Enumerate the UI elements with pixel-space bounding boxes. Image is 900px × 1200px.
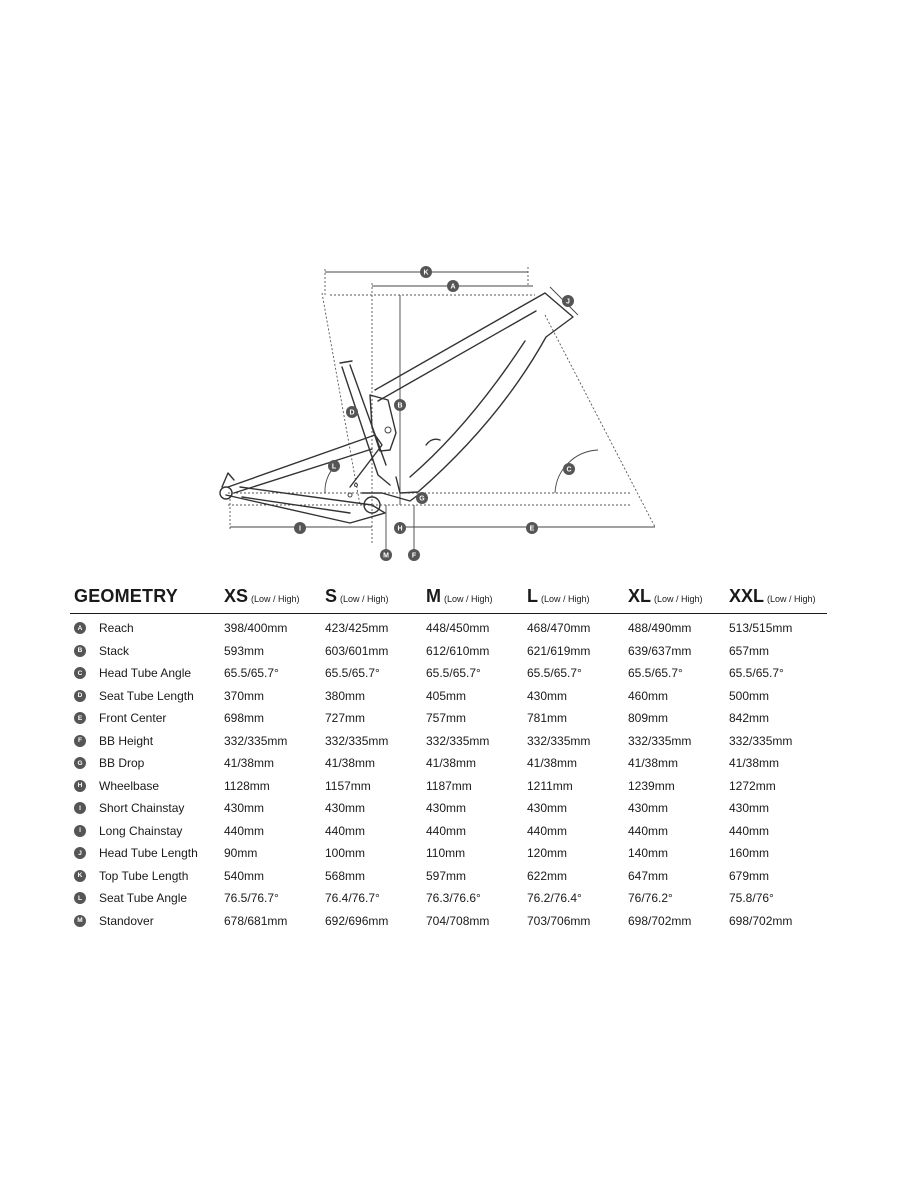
value-cell: 1239mm [628, 778, 675, 793]
parameter-cell [70, 614, 224, 640]
value-cell: 100mm [325, 846, 366, 861]
svg-text:L: L [331, 463, 337, 471]
value-cell: 430mm [527, 688, 568, 703]
value-cell: 41/38mm [729, 756, 780, 771]
parameter-label: BB Height [99, 733, 154, 748]
parameter-label: Short Chainstay [99, 801, 185, 816]
value-cell: 65.5/65.7° [325, 666, 380, 681]
value-cell: 430mm [729, 801, 770, 816]
value-cell: 678/681mm [224, 913, 288, 928]
value-cell: 65.5/65.7° [224, 666, 279, 681]
size-header-xs: XS (Low / High) [224, 586, 325, 614]
table-row [70, 752, 827, 775]
front-triangle [375, 293, 573, 493]
value-cell: 41/38mm [224, 756, 275, 771]
row-marker-badge: C [74, 667, 86, 679]
frame-geometry-diagram [200, 255, 670, 570]
value-cell: 332/335mm [325, 733, 389, 748]
value-cell: 1128mm [224, 778, 270, 793]
value-cell: 1211mm [527, 778, 573, 793]
value-cell: 704/708mm [426, 913, 490, 928]
marker-h [394, 522, 406, 534]
value-cell: 1157mm [325, 778, 371, 793]
value-cell: 76/76.2° [628, 891, 673, 906]
value-cell: 370mm [224, 688, 265, 703]
value-cell: 140mm [628, 846, 669, 861]
parameter-cell [70, 730, 224, 753]
row-marker-badge: E [74, 712, 86, 724]
marker-d [346, 406, 358, 418]
dim-head-tube-angle [555, 450, 598, 493]
value-cell: 679mm [729, 868, 770, 883]
value-cell: 500mm [729, 688, 770, 703]
table-row [70, 797, 827, 820]
seat-tube [342, 367, 390, 485]
value-cell: 621/619mm [527, 643, 591, 658]
value-cell: 809mm [628, 711, 669, 726]
row-marker-badge: I [74, 802, 86, 814]
value-cell: 65.5/65.7° [527, 666, 582, 681]
value-cell: 692/696mm [325, 913, 389, 928]
value-cell: 65.5/65.7° [729, 666, 784, 681]
table-row [70, 707, 827, 730]
parameter-cell [70, 797, 224, 820]
value-cell: 597mm [426, 868, 467, 883]
shock-link [370, 395, 396, 451]
svg-text:D: D [349, 409, 355, 417]
value-cell: 1187mm [426, 778, 472, 793]
value-cell: 513/515mm [729, 621, 793, 636]
row-marker-badge: D [74, 690, 86, 702]
value-cell: 698/702mm [729, 913, 793, 928]
value-cell: 430mm [224, 801, 265, 816]
svg-text:C: C [566, 466, 572, 474]
table-row [70, 887, 827, 910]
table-row [70, 775, 827, 798]
value-cell: 332/335mm [426, 733, 490, 748]
svg-text:J: J [566, 298, 570, 306]
value-cell: 41/38mm [527, 756, 578, 771]
value-cell: 460mm [628, 688, 669, 703]
parameter-cell [70, 662, 224, 685]
size-header-s: S (Low / High) [325, 586, 426, 614]
value-cell: 1272mm [729, 778, 776, 793]
marker-i [294, 522, 306, 534]
value-cell: 568mm [325, 868, 366, 883]
value-cell: 622mm [527, 868, 568, 883]
value-cell: 332/335mm [224, 733, 288, 748]
parameter-cell [70, 752, 224, 775]
parameter-cell [70, 887, 224, 910]
value-cell: 76.3/76.6° [426, 891, 481, 906]
marker-c [563, 463, 575, 475]
value-cell: 430mm [426, 801, 467, 816]
parameter-label: BB Drop [99, 756, 145, 771]
parameter-label: Top Tube Length [99, 868, 189, 883]
value-cell: 405mm [426, 688, 467, 703]
value-cell: 657mm [729, 643, 770, 658]
row-marker-badge: F [74, 735, 86, 747]
row-marker-badge: L [74, 892, 86, 904]
value-cell: 727mm [325, 711, 366, 726]
table-row [70, 910, 827, 933]
value-cell: 110mm [426, 846, 466, 861]
parameter-label: Front Center [99, 711, 167, 726]
geometry-table-body [70, 614, 827, 933]
value-cell: 380mm [325, 688, 366, 703]
rear-dropout [220, 487, 232, 499]
parameter-cell [70, 842, 224, 865]
value-cell: 120mm [527, 846, 568, 861]
parameter-label: Seat Tube Length [99, 688, 194, 703]
value-cell: 65.5/65.7° [426, 666, 481, 681]
parameter-cell [70, 707, 224, 730]
table-row [70, 865, 827, 888]
parameter-label: Stack [99, 643, 130, 658]
value-cell: 440mm [527, 823, 568, 838]
value-cell: 41/38mm [325, 756, 376, 771]
marker-l [328, 460, 340, 472]
value-cell: 781mm [527, 711, 568, 726]
value-cell: 698mm [224, 711, 265, 726]
marker-m [380, 549, 392, 561]
svg-text:E: E [529, 525, 535, 533]
svg-text:I: I [299, 525, 301, 533]
svg-text:K: K [423, 269, 429, 277]
svg-text:B: B [397, 402, 403, 410]
value-cell: 75.8/76° [729, 891, 774, 906]
value-cell: 440mm [224, 823, 265, 838]
value-cell: 703/706mm [527, 913, 591, 928]
marker-g [416, 492, 428, 504]
value-cell: 468/470mm [527, 621, 591, 636]
row-marker-badge: I [74, 825, 86, 837]
row-marker-badge: G [74, 757, 86, 769]
table-row [70, 842, 827, 865]
svg-text:G: G [419, 495, 425, 503]
row-marker-badge: B [74, 645, 86, 657]
table-row [70, 685, 827, 708]
value-cell: 593mm [224, 643, 265, 658]
geometry-title: GEOMETRY [70, 586, 224, 614]
value-cell: 612/610mm [426, 643, 490, 658]
table-row [70, 662, 827, 685]
svg-text:M: M [383, 552, 389, 560]
marker-j [562, 295, 574, 307]
size-header-xl: XL (Low / High) [628, 586, 729, 614]
parameter-cell [70, 640, 224, 663]
value-cell: 440mm [729, 823, 770, 838]
value-cell: 332/335mm [628, 733, 692, 748]
value-cell: 842mm [729, 711, 770, 726]
row-marker-badge: K [74, 870, 86, 882]
value-cell: 540mm [224, 868, 265, 883]
size-header-xxl: XXL (Low / High) [729, 586, 827, 614]
value-cell: 65.5/65.7° [628, 666, 683, 681]
parameter-label: Standover [99, 913, 154, 928]
parameter-label: Head Tube Length [99, 846, 198, 861]
value-cell: 757mm [426, 711, 467, 726]
marker-e [526, 522, 538, 534]
parameter-label: Reach [99, 621, 134, 636]
dimension-lines [228, 267, 655, 550]
value-cell: 160mm [729, 846, 770, 861]
parameter-cell [70, 865, 224, 888]
value-cell: 647mm [628, 868, 669, 883]
value-cell: 488/490mm [628, 621, 692, 636]
table-row [70, 640, 827, 663]
row-marker-badge: M [74, 915, 86, 927]
table-row [70, 820, 827, 843]
value-cell: 332/335mm [527, 733, 591, 748]
value-cell: 76.5/76.7° [224, 891, 279, 906]
parameter-cell [70, 685, 224, 708]
value-cell: 430mm [325, 801, 366, 816]
marker-f [408, 549, 420, 561]
value-cell: 76.2/76.4° [527, 891, 582, 906]
marker-b [394, 399, 406, 411]
table-row [70, 614, 827, 640]
parameter-cell [70, 910, 224, 933]
value-cell: 76.4/76.7° [325, 891, 380, 906]
geometry-table [70, 586, 827, 932]
row-marker-badge: H [74, 780, 86, 792]
value-cell: 440mm [325, 823, 366, 838]
marker-k [420, 266, 432, 278]
value-cell: 332/335mm [729, 733, 793, 748]
parameter-cell [70, 775, 224, 798]
value-cell: 440mm [426, 823, 467, 838]
row-marker-badge: J [74, 847, 86, 859]
parameter-label: Wheelbase [99, 778, 160, 793]
marker-a [447, 280, 459, 292]
parameter-label: Long Chainstay [99, 823, 183, 838]
value-cell: 698/702mm [628, 913, 692, 928]
frame-geometry-svg [200, 255, 670, 570]
svg-text:H: H [397, 525, 403, 533]
size-header-l: L (Low / High) [527, 586, 628, 614]
value-cell: 41/38mm [426, 756, 477, 771]
value-cell: 423/425mm [325, 621, 389, 636]
parameter-cell [70, 820, 224, 843]
value-cell: 41/38mm [628, 756, 679, 771]
table-row [70, 730, 827, 753]
value-cell: 430mm [628, 801, 669, 816]
value-cell: 639/637mm [628, 643, 692, 658]
row-marker-badge: A [74, 622, 86, 634]
value-cell: 398/400mm [224, 621, 288, 636]
value-cell: 440mm [628, 823, 669, 838]
value-cell: 603/601mm [325, 643, 389, 658]
svg-text:F: F [411, 552, 417, 560]
value-cell: 90mm [224, 846, 258, 861]
value-cell: 448/450mm [426, 621, 490, 636]
parameter-label: Seat Tube Angle [99, 891, 188, 906]
seat-stay [228, 435, 382, 487]
svg-text:A: A [450, 283, 456, 291]
size-header-m: M (Low / High) [426, 586, 527, 614]
parameter-label: Head Tube Angle [99, 666, 192, 681]
table-header-row [70, 586, 827, 614]
value-cell: 430mm [527, 801, 568, 816]
